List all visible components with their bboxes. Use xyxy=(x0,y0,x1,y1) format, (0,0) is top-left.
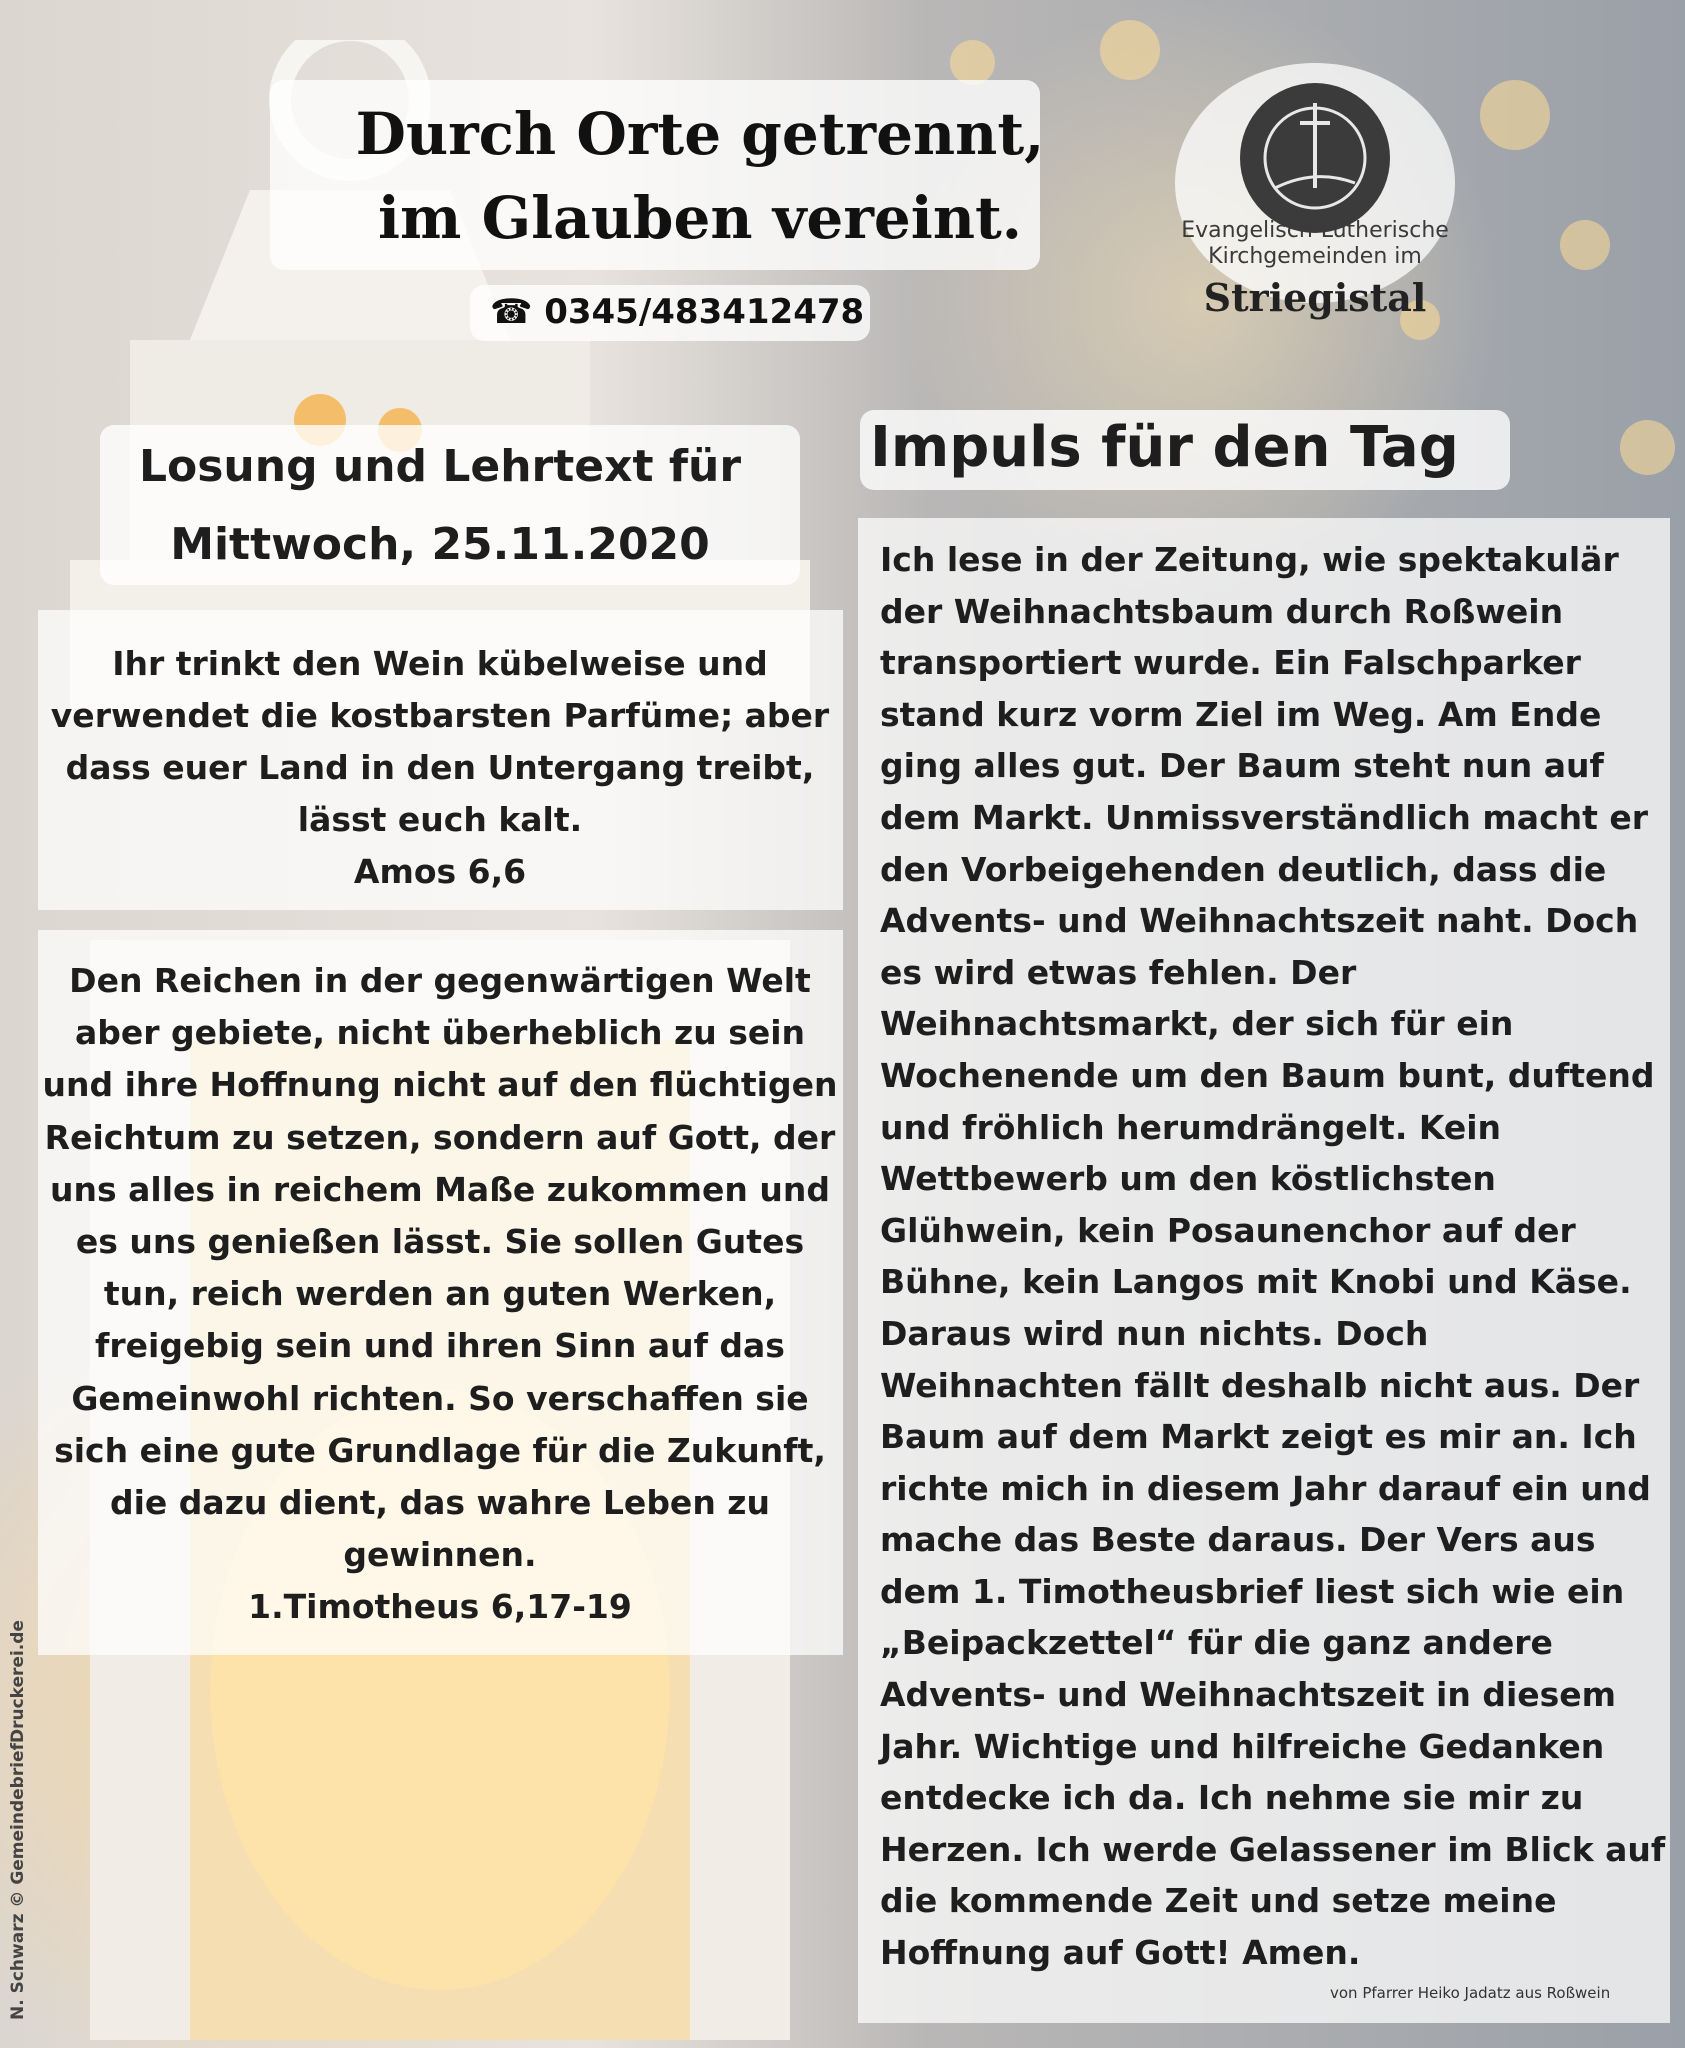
page-title xyxy=(290,92,1110,260)
logo-name: Striegistal xyxy=(1203,275,1427,320)
phone-number xyxy=(490,292,864,332)
losung-reference: Amos 6,6 xyxy=(353,852,527,891)
bokeh-light xyxy=(1620,420,1675,475)
bokeh-light xyxy=(950,40,995,85)
losung-heading xyxy=(80,428,800,584)
telephone-icon: ☎ xyxy=(490,292,533,332)
impulse-heading: Impuls für den Tag xyxy=(870,415,1459,480)
lehrtext-text: Den Reichen in der gegenwärtigen Welt aber gebiete, nicht überheblich zu sein und ihre Hoffnung nicht auf den flüchtigen Reichtum zu setzen, sondern auf Gott, der uns alles in reichem Maße zukommen und es uns genießen lässt. Sie sollen Gutes tun, reich werden an guten Werken, freigebig sein und ihren Sinn auf das Gemeinwohl richten. So verschaffen sie sich eine gute Grundlage für die Zukunft, die dazu dient, das wahre Leben zu gewinnen. xyxy=(42,961,838,1575)
lehrtext-block xyxy=(40,955,840,1634)
logo-line-2: Kirchgemeinden im xyxy=(1208,244,1422,269)
losung-block xyxy=(40,638,840,898)
bokeh-light xyxy=(1560,220,1610,270)
losung-heading-line-1: Losung und Lehrtext für xyxy=(138,441,742,492)
title-line-2: im Glauben vereint. xyxy=(378,184,1022,252)
logo-line-1: Evangelisch-Lutherische xyxy=(1181,218,1449,243)
phone-text: 0345/483412478 xyxy=(544,292,865,332)
logo-text xyxy=(1150,218,1480,326)
title-line-1: Durch Orte getrennt, xyxy=(355,100,1045,168)
bokeh-light xyxy=(1480,80,1550,150)
image-credit: N. Schwarz © GemeindebriefDruckerei.de xyxy=(8,1620,28,2020)
author-line: von Pfarrer Heiko Jadatz aus Roßwein xyxy=(1330,1984,1611,2002)
impulse-text: Ich lese in der Zeitung, wie spektakulär der Weihnachtsbaum durch Roßwein transportiert wurde. Ein Falschparker stand kurz vorm Ziel im Weg. Am Ende ging alles gut. Der Baum steht nun auf dem Markt. Unmissverständlich macht er den Vorbeigehenden deutlich, dass die Advents- und Weihnachtszeit naht. Doch es wird etwas fehlen. Der Weihnachtsmarkt, der sich für ein Wochenende um den Baum bunt, duftend und fröhlich herumdrängelt. Kein Wettbewerb um den köstlichsten Glühwein, kein Posaunenchor auf der Bühne, kein Langos mit Knobi und Käse. Daraus wird nun nichts. Doch Weihnachten fällt deshalb nicht aus. Der Baum auf dem Markt zeigt es mir an. Ich richte mich in diesem Jahr darauf ein und mache das Beste daraus. Der Vers aus dem 1. Timotheusbrief liest sich wie ein „Beipackzettel“ für die ganz andere Advents- und Weihnachtszeit in diesem Jahr. Wichtige und hilfreiche Gedanken entdecke ich da. Ich nehme sie mir zu Herzen. Ich werde Gelassener im Blick auf die kommende Zeit und setze meine Hoffnung auf Gott! Amen. xyxy=(880,540,1666,1973)
losung-text: Ihr trinkt den Wein kübelweise und verwendet die kostbarsten Parfüme; aber dass euer Land in den Untergang treibt, lässt euch kalt. xyxy=(50,644,830,839)
losung-heading-line-2: Mittwoch, 25.11.2020 xyxy=(170,519,710,570)
lehrtext-reference: 1.Timotheus 6,17-19 xyxy=(248,1587,632,1627)
